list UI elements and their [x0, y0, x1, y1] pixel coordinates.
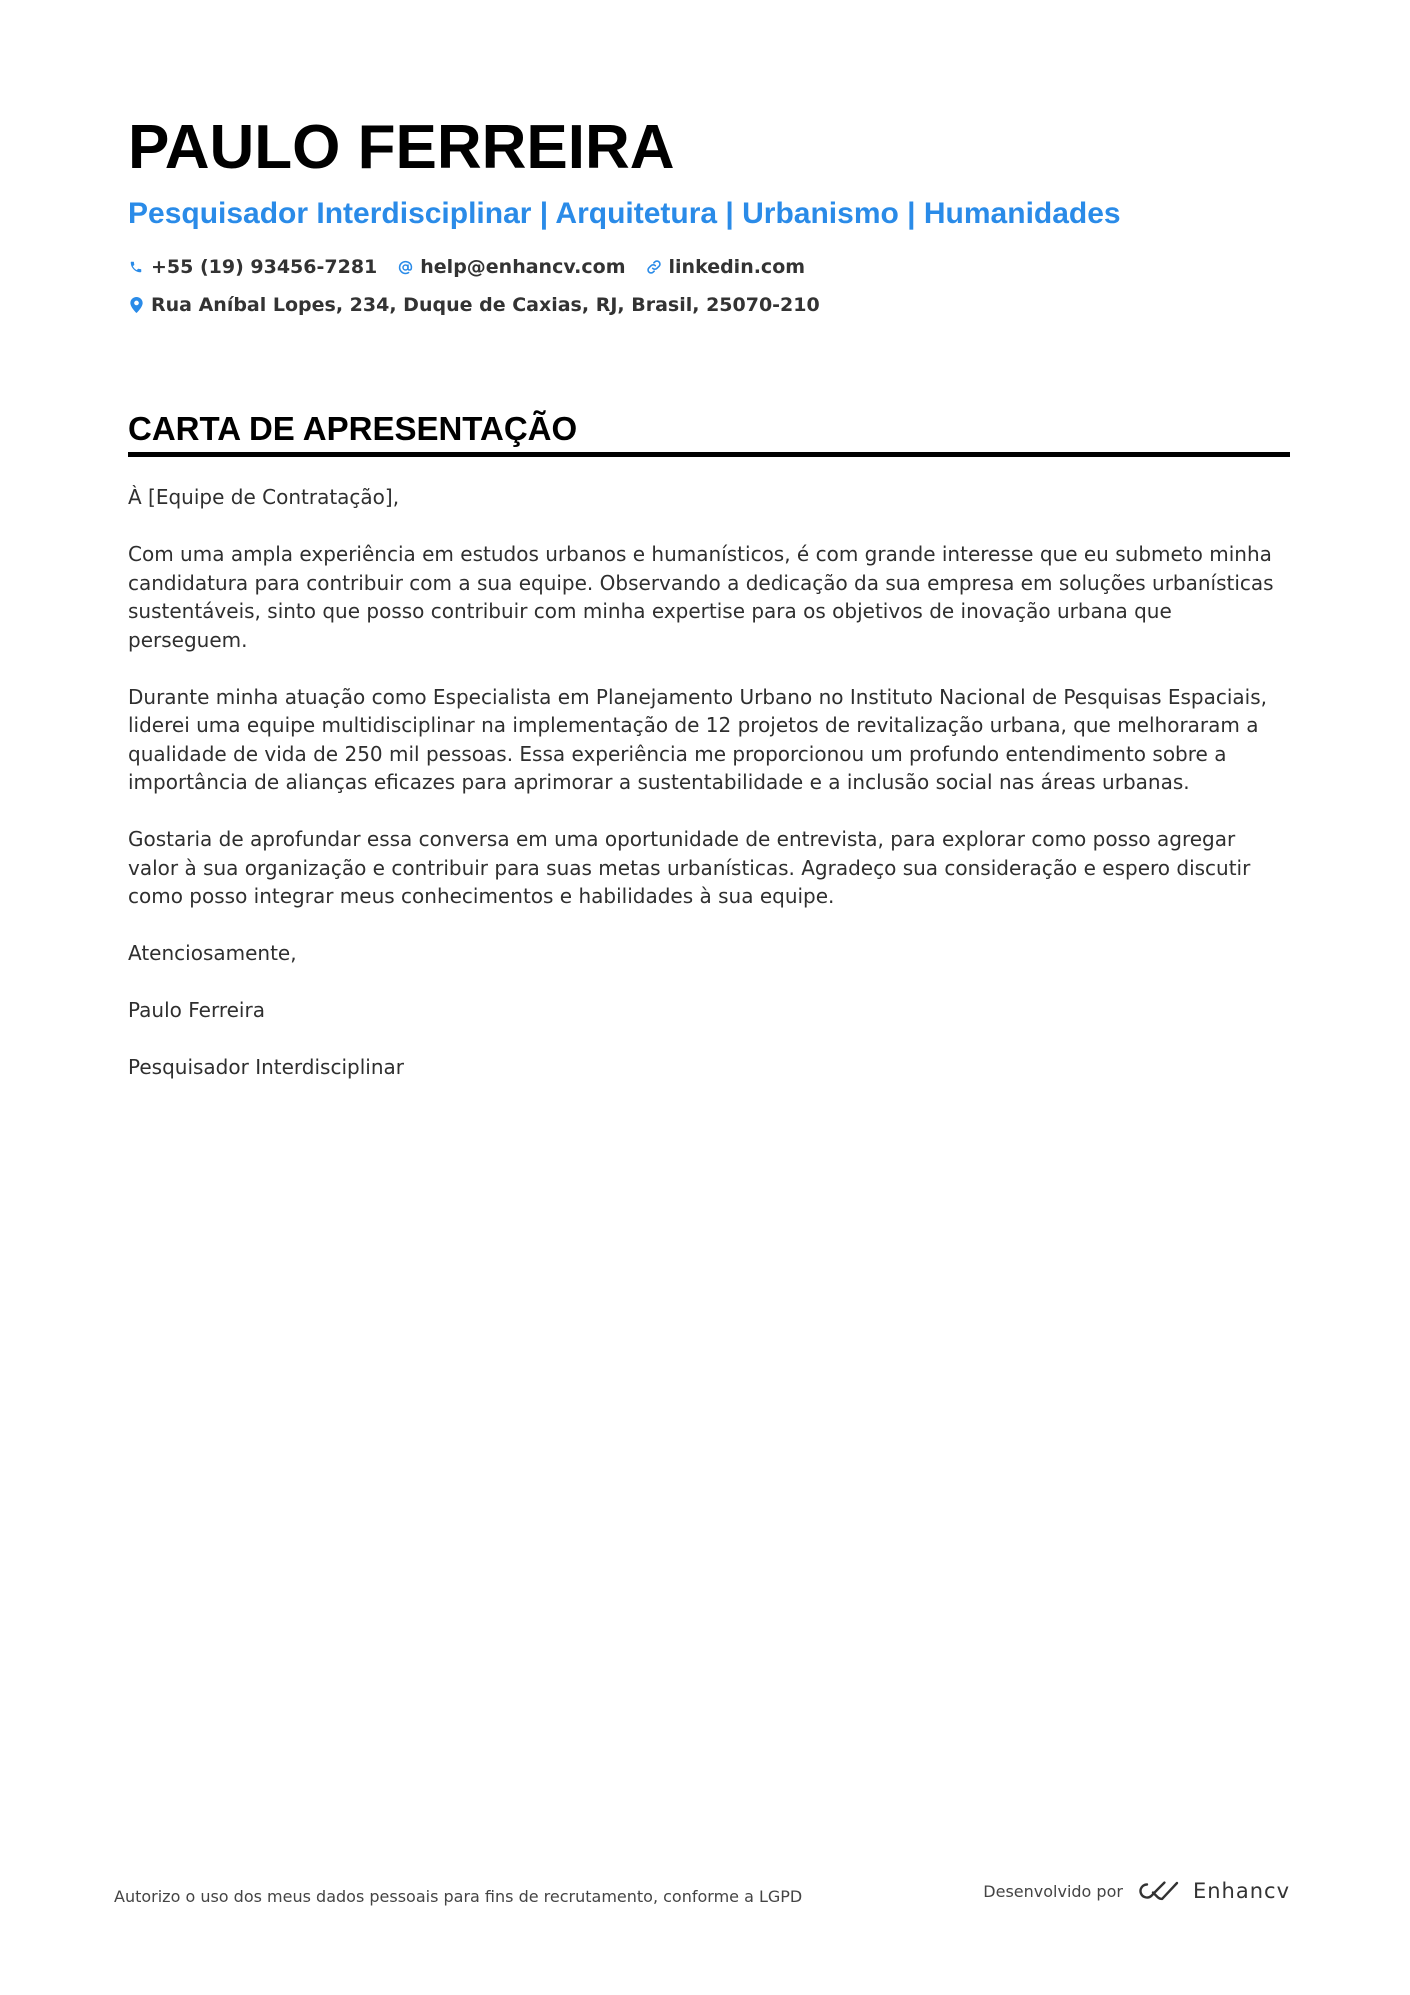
contact-link[interactable] — [646, 256, 806, 278]
letter-salutation: À [Equipe de Contratação], — [128, 485, 400, 509]
contact-row-address — [128, 290, 1288, 320]
footer — [114, 1879, 1290, 1915]
enhancv-logo-icon — [1135, 1879, 1181, 1903]
contact-address — [128, 294, 820, 316]
letter-closing: Atenciosamente, — [128, 941, 297, 965]
address-text: Rua Aníbal Lopes, 234, Duque de Caxias, RJ, Brasil, 25070-210 — [151, 294, 820, 316]
phone-text: +55 (19) 93456-7281 — [151, 256, 378, 278]
link-icon — [646, 258, 662, 276]
contact-phone[interactable] — [128, 256, 377, 278]
contact-row-primary — [128, 252, 1288, 282]
letter-paragraph: Gostaria de aprofundar essa conversa em uma oportunidade de entrevista, para explorar como posso agregar valor à sua organização e contribuir para suas metas urbanísticas. Agradeço sua consideração e espero discutir como posso integrar meus conhecimentos e habilidades à sua equipe. — [128, 827, 1251, 908]
at-icon — [397, 258, 413, 276]
link-text: linkedin.com — [668, 256, 806, 278]
candidate-name: PAULO FERREIRA — [128, 113, 675, 182]
letter-paragraph: Com uma ampla experiência em estudos urbanos e humanísticos, é com grande interesse que eu submeto minha candidatura para contribuir com a sua equipe. Observando a dedicação da sua empresa em soluções urbanísticas sustentáveis, sinto que posso contribuir com minha expertise para os objetivos de inovação urbana que perseguem. — [128, 542, 1274, 652]
section-title: CARTA DE APRESENTAÇÃO — [128, 408, 1290, 457]
letter-paragraph: Durante minha atuação como Especialista em Planejamento Urbano no Instituto Nacional de Pesquisas Espaciais, liderei uma equipe multidisciplinar na implementação de 12 projetos de revitalização urbana, que melhoraram a qualidade de vida de 250 mil pessoas. Essa experiência me proporcionou um profundo entendimento sobre a importância de alianças eficazes para aprimorar a sustentabilidade e a inclusão social nas áreas urbanas. — [128, 684, 1267, 794]
brand-name: Enhancv — [1192, 1879, 1290, 1903]
location-pin-icon — [128, 296, 144, 314]
powered-by-label: Desenvolvido por — [983, 1881, 1123, 1901]
letter-signature-name: Paulo Ferreira — [128, 998, 265, 1022]
letter-signature-title: Pesquisador Interdisciplinar — [128, 1055, 404, 1079]
cover-letter-section — [128, 408, 1290, 1110]
letter-body — [128, 483, 1290, 1082]
phone-icon — [128, 258, 144, 276]
powered-by[interactable] — [983, 1879, 1290, 1903]
email-text: help@enhancv.com — [420, 256, 626, 278]
header — [128, 110, 1288, 320]
consent-note: Autorizo o uso dos meus dados pessoais para fins de recrutamento, conforme a LGPD — [114, 1887, 803, 1906]
contact-email[interactable] — [397, 256, 625, 278]
headline: Pesquisador Interdisciplinar | Arquitetura | Urbanismo | Humanidades — [128, 197, 1121, 230]
